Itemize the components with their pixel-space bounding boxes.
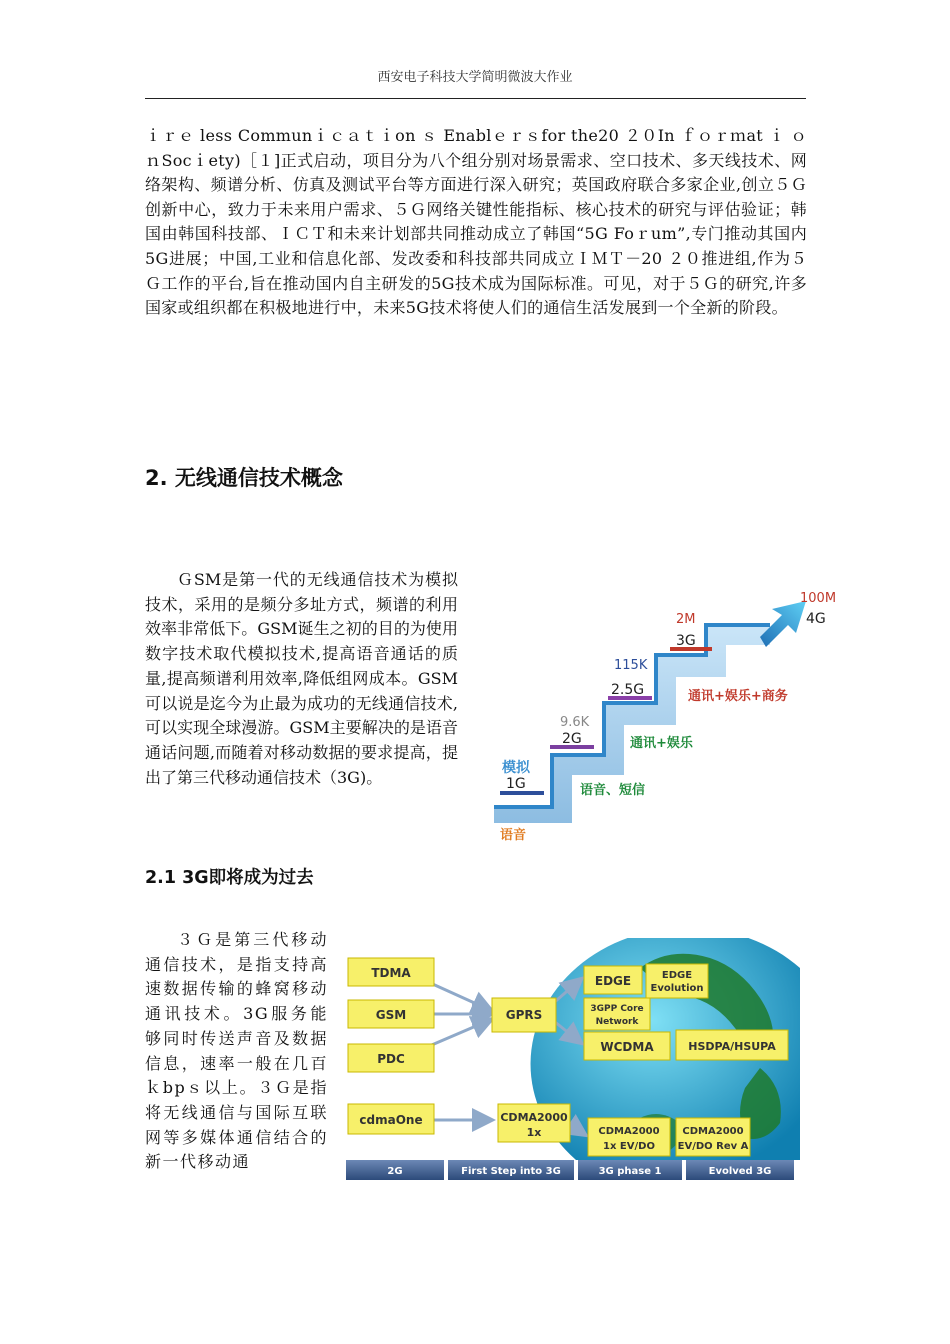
- svg-text:GPRS: GPRS: [505, 1008, 543, 1022]
- box-cdmaone: [348, 1104, 434, 1134]
- svg-text:First Step into 3G: First Step into 3G: [461, 1166, 561, 1177]
- svg-text:Evolution: Evolution: [650, 983, 704, 994]
- section-2-heading: 2. 无线通信技术概念: [145, 466, 343, 490]
- section-2-1-text-column: [145, 928, 328, 1175]
- box-pdc: [348, 1044, 434, 1072]
- box-tdma: [348, 958, 434, 986]
- svg-text:1x EV/DO: 1x EV/DO: [603, 1141, 655, 1152]
- gen-label-4g: 4G: [806, 611, 826, 627]
- svg-text:2G: 2G: [387, 1166, 403, 1177]
- box-edge: [584, 966, 642, 994]
- generations-staircase-figure: [470, 585, 846, 845]
- page-header-title: 西安电子科技大学简明微波大作业: [377, 70, 573, 85]
- svg-text:HSDPA/HSUPA: HSDPA/HSUPA: [688, 1040, 776, 1053]
- timeline-bar: [346, 1160, 794, 1180]
- section-2-1-heading: 2.1 3G即将成为过去: [145, 868, 314, 888]
- box-cdma2000-evdo: [588, 1118, 670, 1156]
- svg-text:Network: Network: [595, 1017, 639, 1027]
- 3g-evolution-diagram: [340, 938, 806, 1184]
- speed-label-9.6k: 9.6K: [560, 715, 590, 730]
- svg-text:EV/DO Rev A: EV/DO Rev A: [677, 1141, 749, 1152]
- box-3gpp-core-network: [584, 998, 650, 1030]
- section-2-paragraph: ＧSM是第一代的无线通信技术为模拟技术，采用的是频分多址方式，频谱的利用效率非常低下。GSM诞生之初的目的为使用数字技术取代模拟技术,提高语音通话的质量,提高频谱利用效率,降低组网成本。GSM可以说是迄今为止最为成功的无线通信技术,可以实现全球漫游。GSM主要解决的是语音通话问题,而随着对移动数据的要求提高，提出了第三代移动通信技术（3G)。: [145, 570, 458, 787]
- intro-paragraph: [145, 124, 807, 321]
- box-wcdma: [584, 1032, 670, 1060]
- section-2-1-paragraph: ３Ｇ是第三代移动通信技术，是指支持高速数据传输的蜂窝移动通讯技术。3G服务能够同时传送声音及数据信息，速率一般在几百ｋbpｓ以上。３Ｇ是指将无线通信与国际互联网等多媒体通信结合的新一代移动通: [145, 930, 328, 1172]
- svg-text:CDMA2000: CDMA2000: [500, 1111, 568, 1124]
- svg-text:EDGE: EDGE: [661, 970, 693, 981]
- svg-text:TDMA: TDMA: [371, 966, 411, 980]
- box-hsdpa-hsupa: [676, 1030, 788, 1060]
- svg-text:1x: 1x: [526, 1126, 542, 1139]
- svg-text:3GPP Core: 3GPP Core: [590, 1004, 644, 1014]
- gen-label-25g: 2.5G: [611, 682, 645, 698]
- svg-text:Evolved 3G: Evolved 3G: [708, 1166, 772, 1177]
- svg-text:PDC: PDC: [377, 1052, 405, 1066]
- svg-text:3G phase 1: 3G phase 1: [598, 1166, 662, 1177]
- service-label-comm-ent-biz: 通讯+娱乐+商务: [688, 689, 788, 704]
- box-gsm: [348, 1000, 434, 1028]
- section-2-text-column: [145, 568, 458, 790]
- svg-text:GSM: GSM: [375, 1008, 407, 1022]
- speed-label-analog: 模拟: [502, 760, 530, 776]
- svg-text:cdmaOne: cdmaOne: [359, 1113, 423, 1127]
- service-label-voice-sms: 语音、短信: [580, 783, 646, 798]
- svg-text:WCDMA: WCDMA: [600, 1040, 654, 1054]
- gen-label-2g: 2G: [562, 731, 582, 747]
- header-rule: [145, 98, 806, 99]
- gen-label-3g: 3G: [676, 633, 696, 649]
- service-label-comm-ent: 通讯+娱乐: [630, 736, 693, 751]
- box-edge-evolution: [646, 964, 708, 998]
- box-gprs: [492, 998, 556, 1032]
- svg-text:CDMA2000: CDMA2000: [598, 1126, 660, 1137]
- svg-text:CDMA2000: CDMA2000: [682, 1126, 744, 1137]
- speed-label-100m: 100M: [800, 591, 837, 606]
- speed-label-115k: 115K: [614, 658, 648, 673]
- intro-text: ｉｒｅ less Communｉｃａｔｉon ｓ Enablｅｒｓfor the20 ２０In ｆｏｒｍat ｉ ｏｎSocｉety)［１]正式启动，项目分为八个组分别对场景需求、空口技术、多天线技术、网络架构、频谱分析、仿真及测试平台等方面进行深入研究；英国政府联合多家企业,创立５Ｇ创新中心，致力于未来用户需求、５Ｇ网络关键性能指标、核心技术的研究与评估验证；韩国由韩国科技部、ＩＣＴ和未来计划部共同推动成立了韩国“5G Foｒum”,专门推动其国内5G进展；中国,工业和信息化部、发改委和科技部共同成立ＩＭＴ－20 ２０推进组,作为５Ｇ工作的平台,旨在推动国内自主研发的5G技术成为国际标准。可见，对于５Ｇ的研究,许多国家或组织都在积极地进行中，未来5G技术将使人们的通信生活发展到一个全新的阶段。: [145, 126, 807, 318]
- box-cdma2000-evdo-reva: [676, 1118, 750, 1156]
- gen-label-1g: 1G: [506, 776, 526, 792]
- speed-label-2m: 2M: [676, 612, 696, 627]
- svg-text:EDGE: EDGE: [594, 974, 632, 988]
- service-label-voice: 语音: [500, 828, 527, 843]
- box-cdma2000-1x: [498, 1104, 570, 1142]
